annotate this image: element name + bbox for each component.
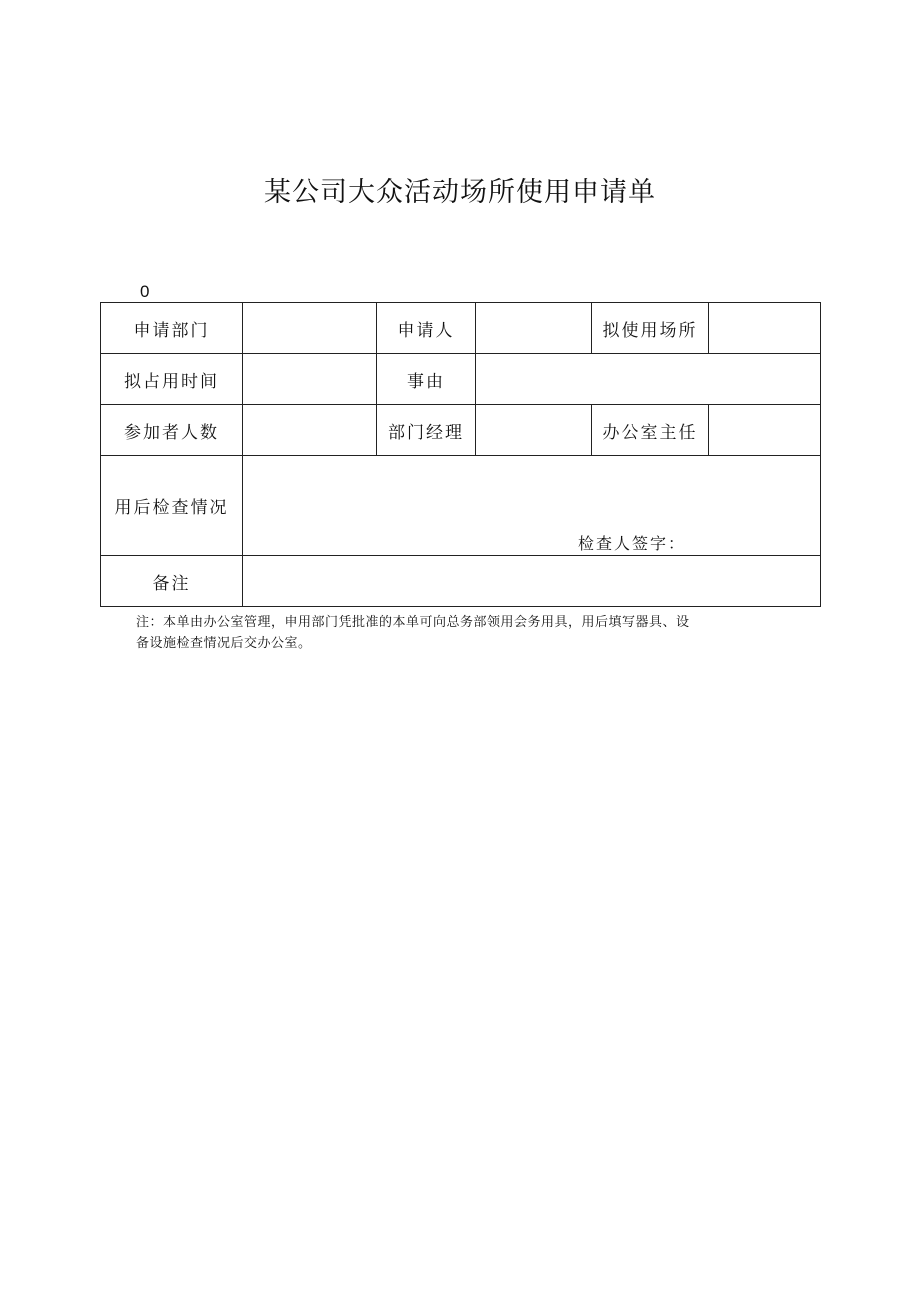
remark-label: 备注 xyxy=(101,556,243,607)
check-field[interactable] xyxy=(243,456,821,556)
time-field[interactable] xyxy=(243,354,377,405)
remark-field[interactable] xyxy=(243,556,821,607)
reason-label: 事由 xyxy=(377,354,476,405)
reason-field[interactable] xyxy=(476,354,821,405)
form-row-4 xyxy=(101,456,821,556)
application-form-table xyxy=(100,302,821,607)
footnote-line-2: 备设施检查情况后交办公室。 xyxy=(136,636,312,651)
director-field[interactable] xyxy=(709,405,821,456)
dept-label: 申请部门 xyxy=(101,303,243,354)
manager-field[interactable] xyxy=(476,405,592,456)
venue-label: 拟使用场所 xyxy=(592,303,709,354)
inspector-signature-label: 检查人签字： xyxy=(577,534,686,553)
page-title: 某公司大众活动场所使用申请单 xyxy=(264,177,656,208)
form-marker: 0 xyxy=(140,282,150,301)
form-row-5 xyxy=(101,556,821,607)
applicant-label: 申请人 xyxy=(377,303,476,354)
director-label: 办公室主任 xyxy=(592,405,709,456)
manager-label: 部门经理 xyxy=(377,405,476,456)
check-label: 用后检查情况 xyxy=(101,456,243,556)
venue-field[interactable] xyxy=(709,303,821,354)
footnote xyxy=(136,612,776,654)
form-row-1 xyxy=(101,303,821,354)
form-row-2 xyxy=(101,354,821,405)
applicant-field[interactable] xyxy=(476,303,592,354)
form-row-3 xyxy=(101,405,821,456)
time-label: 拟占用时间 xyxy=(101,354,243,405)
dept-field[interactable] xyxy=(243,303,377,354)
count-field[interactable] xyxy=(243,405,377,456)
footnote-line-1: 注：本单由办公室管理，申用部门凭批准的本单可向总务部领用会务用具，用后填写器具、设 xyxy=(136,615,690,630)
count-label: 参加者人数 xyxy=(101,405,243,456)
